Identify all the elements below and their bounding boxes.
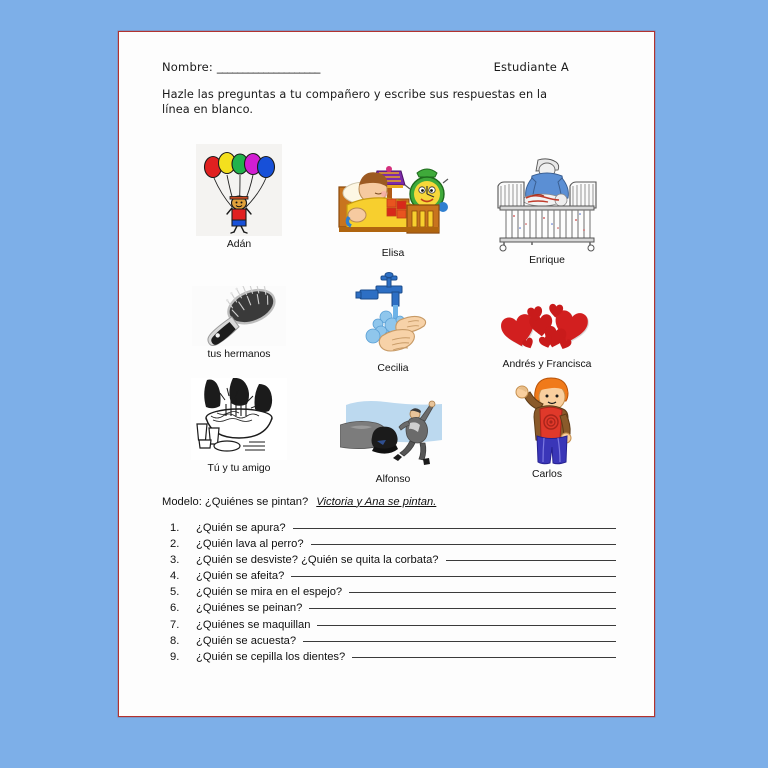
- question-row: [170, 602, 616, 614]
- man-kicked-by-boot-icon: [340, 397, 446, 471]
- question-text: ¿Quién se cepilla los dientes?: [196, 651, 346, 663]
- question-number: 9.: [170, 651, 180, 663]
- picture-cell: [162, 132, 316, 252]
- red-hearts-icon: [499, 300, 595, 356]
- picture-caption: Adán: [226, 238, 252, 250]
- student-label: Estudiante A: [493, 60, 569, 74]
- question-number: 3.: [170, 553, 180, 566]
- question-number: 8.: [170, 634, 180, 647]
- question-row: [170, 570, 616, 582]
- answer-blank-line[interactable]: [291, 576, 616, 577]
- boy-waving-icon: [511, 374, 583, 466]
- picture-cell: [470, 148, 624, 266]
- question-number: 1.: [170, 521, 180, 534]
- answer-blank-line[interactable]: [349, 592, 616, 593]
- question-number: 4.: [170, 570, 180, 583]
- hairbrush-icon: [192, 286, 286, 346]
- question-row: [170, 619, 616, 631]
- picture-cell: [162, 248, 316, 360]
- picture-grid: [162, 132, 624, 485]
- man-at-crib-with-baby-icon: [492, 158, 602, 252]
- name-field-area: [162, 60, 320, 74]
- question-text: ¿Quién lava al perro?: [196, 537, 304, 550]
- question-list: [162, 522, 624, 664]
- question-row: [170, 586, 616, 598]
- picture-caption: tus hermanos: [207, 348, 271, 360]
- answer-blank-line[interactable]: [317, 625, 616, 626]
- answer-blank-line[interactable]: [446, 560, 616, 561]
- worksheet-page: [118, 31, 655, 717]
- modelo-label: Modelo:: [162, 495, 202, 508]
- question-row: [170, 635, 616, 647]
- question-number: 7.: [170, 618, 180, 631]
- picture-caption: Alfonso: [375, 473, 411, 485]
- answer-blank-line[interactable]: [352, 657, 616, 658]
- picture-cell: [316, 262, 470, 374]
- washing-dishes-basin-icon: [191, 378, 287, 460]
- modelo-line: [162, 496, 624, 508]
- picture-caption: Carlos: [531, 468, 563, 480]
- question-number: 6.: [170, 602, 180, 615]
- question-text: ¿Quiénes se peinan?: [196, 602, 303, 615]
- picture-caption: Elisa: [381, 247, 405, 259]
- washing-hands-faucet-icon: [348, 270, 438, 360]
- picture-cell: [316, 141, 470, 259]
- picture-caption: Tú y tu amigo: [207, 462, 271, 474]
- worksheet-content: [119, 32, 654, 716]
- picture-caption: Andrés y Francisca: [502, 358, 592, 370]
- balloons-child-icon: [196, 144, 282, 236]
- question-text: ¿Quién se apura?: [196, 521, 286, 534]
- question-number: 5.: [170, 586, 180, 599]
- picture-caption: Enrique: [529, 254, 565, 266]
- worksheet-header: [162, 60, 624, 74]
- question-row: [170, 522, 616, 534]
- question-text: ¿Quién se acuesta?: [196, 634, 297, 647]
- answer-blank-line[interactable]: [309, 608, 616, 609]
- question-text: ¿Quién se afeita?: [196, 570, 285, 583]
- answer-blank-line[interactable]: [303, 641, 616, 642]
- question-row: [170, 554, 616, 566]
- name-blank-line[interactable]: ____________________: [216, 60, 320, 74]
- picture-cell: [470, 258, 624, 370]
- modelo-question: ¿Quiénes se pintan?: [204, 495, 309, 508]
- question-row: [170, 651, 616, 663]
- answer-blank-line[interactable]: [293, 528, 616, 529]
- question-text: ¿Quiénes se maquillan: [196, 618, 311, 631]
- question-text: ¿Quién se desviste? ¿Quién se quita la corbata?: [196, 553, 439, 566]
- picture-caption: Cecilia: [377, 362, 409, 374]
- child-sleeping-in-bed-icon: [335, 149, 451, 245]
- question-text: ¿Quién se mira en el espejo?: [196, 586, 343, 599]
- picture-cell: [470, 368, 624, 480]
- answer-blank-line[interactable]: [311, 544, 616, 545]
- modelo-answer: Victoria y Ana se pintan.: [316, 495, 437, 508]
- name-label: Nombre:: [162, 60, 213, 74]
- instructions-text: Hazle las preguntas a tu compañero y escribe sus respuestas en la línea en blanco.: [162, 88, 548, 117]
- question-number: 2.: [170, 537, 180, 550]
- picture-cell: [316, 373, 470, 485]
- picture-cell: [162, 362, 316, 474]
- question-row: [170, 538, 616, 550]
